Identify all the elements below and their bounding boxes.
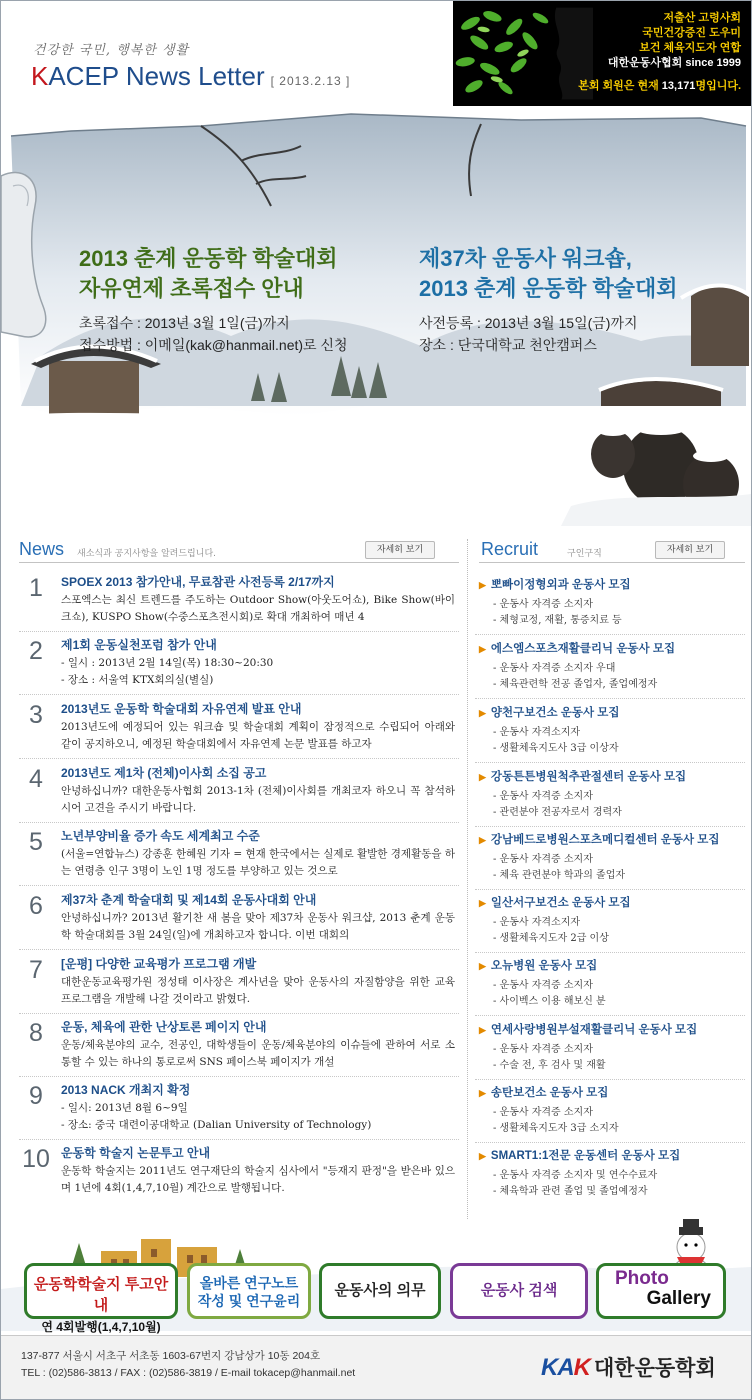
- recruit-requirement: - 체형교정, 재활, 통증치료 등: [493, 615, 622, 626]
- news-title[interactable]: 2013년도 운동학 학술대회 자유연제 발표 안내: [61, 702, 302, 716]
- newsletter-title: [31, 61, 350, 92]
- footer-contact: [21, 1348, 355, 1382]
- recruit-title-text: 송탄보건소 운동사 모집: [490, 1087, 609, 1099]
- recruit-heading: Recruit: [481, 539, 539, 559]
- news-heading: News: [19, 539, 65, 559]
- ethics-button-label-1: 올바른 연구노트: [199, 1275, 299, 1291]
- recruit-more-button[interactable]: 자세히 보기: [655, 541, 725, 559]
- society-logo[interactable]: [541, 1352, 716, 1382]
- logo-mark-b: K: [573, 1354, 591, 1381]
- news-item[interactable]: [19, 827, 459, 886]
- leaves-icon: [453, 1, 593, 106]
- news-summary: 운동/체육분야의 교수, 전공인, 대학생들이 운동/체육분야의 이슈들에 관하여 서로 소통할 수 있는 하나의 통로로써 SNS 페이스북 페이지가 개설: [61, 1039, 455, 1068]
- footer-phone-email: TEL : (02)586-3813 / FAX : (02)586-3819 / E-mail tokacep@hanmail.net: [21, 1367, 356, 1379]
- recruit-item[interactable]: [475, 704, 745, 763]
- news-summary: 스포엑스는 최신 트렌드를 주도하는 Outdoor Show(아웃도어쇼), Bike Show(바이크쇼), KUSPO Show(수중스포츠전시회)로 확대 개최하여 매년 4: [61, 594, 455, 623]
- recruit-title[interactable]: [479, 768, 686, 784]
- event1-details: [79, 312, 348, 356]
- duty-button[interactable]: [319, 1263, 441, 1319]
- recruit-title-text: 일산서구보건소 운동사 모집: [490, 897, 631, 909]
- recruit-requirement: - 운동사 자격증 소지자 우대: [493, 663, 616, 674]
- recruit-title-text: 연세사랑병원부설재활클리닉 운동사 모집: [490, 1024, 698, 1036]
- recruit-requirement: - 체육관련학 전공 졸업자, 졸업예정자: [493, 679, 658, 690]
- news-summary: - 일시: 2013년 8월 6~9일 - 장소: 중국 대련이공대학교 (Dalian University of Technology): [61, 1102, 372, 1131]
- slogan: 건강한 국민, 행복한 생활: [33, 43, 190, 58]
- recruit-requirement: - 운동사 자격증 소지자: [493, 791, 593, 802]
- arrow-right-icon: ▶: [479, 835, 486, 845]
- news-summary: 안녕하십니까? 2013년 활기찬 새 봄을 맞아 제37차 운동사 워크샵, 2013 춘계 운동학 학술대회를 3월 24일(일)에 개최하고자 합니다. 이번 대회의: [61, 912, 455, 941]
- news-item[interactable]: [19, 1018, 459, 1077]
- news-title[interactable]: 노년부양비율 증가 속도 세계최고 수준: [61, 829, 260, 843]
- kak-logo-icon: [541, 1354, 590, 1381]
- recruit-title-text: 강남베드로병원스포츠메디컬센터 운동사 모집: [490, 834, 720, 846]
- brand-rest: ACEP News Letter: [48, 61, 265, 91]
- news-summary: 운동학 학술지는 2011년도 연구재단의 학술지 심사에서 "등재지 판정"을 받은바 있으며 1년에 4회(1,4,7,10월) 계간으로 발행됩니다.: [61, 1165, 455, 1194]
- recruit-title[interactable]: [479, 1147, 680, 1163]
- arrow-right-icon: ▶: [479, 1088, 486, 1098]
- news-number: 5: [29, 828, 43, 856]
- arrow-right-icon: ▶: [479, 708, 486, 718]
- recruit-item[interactable]: [475, 768, 745, 827]
- panel-line-4: 대한운동사협회 since 1999: [607, 57, 741, 69]
- recruit-item[interactable]: [475, 894, 745, 953]
- news-number: 9: [29, 1082, 43, 1110]
- gallery-button-label-2: Gallery: [646, 1288, 711, 1309]
- news-summary: 안녕하십니까? 대한운동사협회 2013-1차 (전체)이사회를 개최코자 하오니 꼭 참석하시어 고견을 주시기 바랍니다.: [61, 785, 455, 814]
- recruit-requirement: - 운동사 자격증 소지자: [493, 854, 593, 865]
- recruit-title[interactable]: [479, 1021, 697, 1037]
- arrow-right-icon: ▶: [479, 772, 486, 782]
- recruit-requirement: - 운동사 자격증 소지자: [493, 1044, 593, 1055]
- winter-banner: [1, 106, 751, 526]
- member-count: [578, 79, 741, 94]
- news-summary: 2013년도에 예정되어 있는 워크숍 및 학술대회 계획이 잠정적으로 수립되어 아래와 같이 공지하오니, 예정된 학술대회에서 자유연제 논문 발표를 하고자: [61, 721, 455, 750]
- recruit-requirement: - 운동사 자격소지자: [493, 917, 581, 928]
- recruit-requirement: - 사이벡스 이용 해보신 분: [493, 996, 606, 1007]
- recruit-title-text: 오뉴병원 운동사 모집: [490, 960, 598, 972]
- recruit-title[interactable]: [479, 640, 675, 656]
- news-item[interactable]: [19, 700, 459, 759]
- exerciser-search-button[interactable]: [450, 1263, 588, 1319]
- photo-gallery-button[interactable]: [596, 1263, 726, 1319]
- recruit-subheading: 구인구직: [567, 549, 602, 559]
- event2-details: [419, 312, 678, 356]
- news-number: 10: [22, 1145, 50, 1173]
- association-info: [578, 11, 741, 94]
- recruit-requirement: - 생활체육지도자 3급 소지자: [493, 1123, 619, 1134]
- society-name: 대한운동학회: [594, 1357, 716, 1380]
- silhouette-panel: [453, 1, 751, 106]
- news-divider: [19, 562, 459, 563]
- news-item[interactable]: [19, 636, 459, 695]
- recruit-title[interactable]: [479, 831, 720, 847]
- recruit-title-text: 양천구보건소 운동사 모집: [490, 707, 620, 719]
- news-title[interactable]: [운평] 다양한 교육평가 프로그램 개발: [61, 957, 257, 971]
- event1-detail-1: 초록접수 : 2013년 3월 1일(금)까지: [79, 315, 290, 331]
- logo-mark-a: KA: [541, 1354, 574, 1381]
- news-summary: 대한운동교육평가원 정성태 이사장은 계사년을 맞아 운동사의 자질함양을 위한 교육 프로그램을 개발해 나갈 것이라고 밝혔다.: [61, 976, 455, 1005]
- recruit-requirement: - 운동사 자격증 소지자: [493, 599, 593, 610]
- recruit-requirement: - 체육 관련분야 학과의 졸업자: [493, 870, 626, 881]
- event-spring-conference[interactable]: [79, 244, 348, 356]
- event2-detail-1: 사전등록 : 2013년 3월 15일(금)까지: [419, 315, 638, 331]
- footer: [1, 1335, 751, 1400]
- arrow-right-icon: ▶: [479, 1025, 486, 1035]
- news-number: 7: [29, 956, 43, 984]
- news-number: 8: [29, 1019, 43, 1047]
- news-number: 1: [29, 574, 43, 602]
- arrow-right-icon: ▶: [479, 580, 486, 590]
- recruit-title[interactable]: [479, 704, 620, 720]
- panel-line-1: 저출산 고령사회: [663, 12, 741, 24]
- recruit-divider: [479, 562, 745, 563]
- recruit-item[interactable]: [475, 576, 745, 635]
- recruit-requirement: - 운동사 자격증 소지자: [493, 980, 593, 991]
- news-number: 6: [29, 892, 43, 920]
- footer-address: 137-877 서울시 서초구 서초동 1603-67번지 강남상가 10동 204호: [21, 1350, 321, 1362]
- news-summary: - 일시 : 2013년 2월 14일(목) 18:30~20:30 - 장소 : 서울역 KTX회의실(별실): [61, 657, 274, 686]
- news-number: 4: [29, 765, 43, 793]
- news-title[interactable]: 운동학 학술지 논문투고 안내: [61, 1146, 211, 1160]
- members-suffix: 명입니다.: [695, 80, 741, 92]
- news-item[interactable]: [19, 764, 459, 823]
- members-prefix: 본회 회원은 현재: [578, 80, 659, 92]
- brand-k: K: [31, 61, 49, 91]
- news-item[interactable]: [19, 573, 459, 632]
- recruit-item[interactable]: [475, 831, 745, 890]
- event1-detail-2: 접수방법 : 이메일(kak@hanmail.net)로 신청: [79, 337, 348, 353]
- event2-title-line2: 2013 춘계 운동학 학술대회: [419, 276, 678, 301]
- news-item[interactable]: [19, 1144, 459, 1202]
- news-item[interactable]: [19, 1081, 459, 1140]
- news-title[interactable]: 2013년도 제1차 (전체)이사회 소집 공고: [61, 766, 267, 780]
- news-subheading: 새소식과 공지사항을 알려드립니다.: [77, 549, 216, 559]
- duty-button-label: 운동사의 의무: [334, 1282, 426, 1299]
- event2-detail-2: 장소 : 단국대학교 천안캠퍼스: [419, 337, 597, 353]
- journal-button-sublabel: 연 4회발행(1,4,7,10월): [41, 1320, 161, 1334]
- recruit-requirement: - 생활체육지도사 3급 이상자: [493, 743, 619, 754]
- news-title[interactable]: 2013 NACK 개최지 확정: [61, 1083, 191, 1097]
- arrow-right-icon: ▶: [479, 1151, 486, 1161]
- research-ethics-button[interactable]: [187, 1263, 311, 1319]
- news-item[interactable]: [19, 891, 459, 950]
- recruit-requirement: - 체육학과 관련 졸업 및 졸업예정자: [493, 1186, 648, 1197]
- header: [1, 1, 751, 106]
- gallery-button-label-1: Photo: [615, 1268, 669, 1289]
- news-title[interactable]: 제1회 운동실천포럼 참가 안내: [61, 638, 217, 652]
- news-title[interactable]: 운동, 체육에 관한 난상토론 페이지 안내: [61, 1020, 267, 1034]
- recruit-title[interactable]: [479, 576, 631, 592]
- journal-button-label: 운동학학술지 투고안내: [33, 1276, 169, 1314]
- recruit-item[interactable]: [475, 640, 745, 699]
- arrow-right-icon: ▶: [479, 898, 486, 908]
- recruit-title-text: 강동튼튼병원척추관절센터 운동사 모집: [490, 771, 687, 783]
- news-number: 3: [29, 701, 43, 729]
- search-button-label: 운동사 검색: [480, 1282, 558, 1299]
- news-number: 2: [29, 637, 43, 665]
- journal-submission-button[interactable]: [24, 1263, 178, 1334]
- recruit-title[interactable]: [479, 1084, 608, 1100]
- arrow-right-icon: ▶: [479, 644, 486, 654]
- recruit-item[interactable]: [475, 1147, 745, 1205]
- recruit-title-text: SMART1:1전문 운동센터 운동사 모집: [490, 1150, 681, 1162]
- recruit-title-text: 뽀빠이정형외과 운동사 모집: [490, 579, 631, 591]
- recruit-requirement: - 운동사 자격소지자: [493, 727, 581, 738]
- event1-title-line2: 자유연제 초록접수 안내: [79, 276, 304, 301]
- event1-title-line1: 2013 춘계 운동학 학술대회: [79, 246, 338, 271]
- event-workshop[interactable]: [419, 244, 678, 356]
- news-more-button[interactable]: 자세히 보기: [365, 541, 435, 559]
- recruit-requirement: - 수술 전, 후 검사 및 재활: [493, 1060, 606, 1071]
- news-title[interactable]: SPOEX 2013 참가안내, 무료참관 사전등록 2/17까지: [61, 575, 335, 589]
- recruit-requirement: - 운동사 자격증 소지자 및 연수수료자: [493, 1170, 658, 1181]
- news-title[interactable]: 제37차 춘계 학술대회 및 제14회 운동사대회 안내: [61, 893, 317, 907]
- news-summary: (서울=연합뉴스) 강종훈 한혜원 기자 = 현재 한국에서는 실제로 활발한 경제활동을 하는 연령층 인구 3명이 노인 1명 정도를 부양하고 있는 것으로: [61, 848, 455, 877]
- ethics-button-label-2: 작성 및 연구윤리: [197, 1293, 301, 1309]
- members-number: 13,171: [661, 80, 696, 92]
- recruit-requirement: - 생활체육지도자 2급 이상: [493, 933, 609, 944]
- event2-title-line1: 제37차 운동사 워크숍,: [419, 246, 632, 271]
- panel-line-2: 국민건강증진 도우미: [642, 27, 741, 39]
- news-item[interactable]: [19, 955, 459, 1014]
- column-divider: [467, 539, 469, 1219]
- issue-date: [ 2013.2.13 ]: [270, 74, 351, 88]
- panel-line-3: 보건 체육지도자 연합: [639, 42, 741, 54]
- recruit-title[interactable]: [479, 957, 597, 973]
- recruit-requirement: - 관련분야 전공자로서 경력자: [493, 807, 622, 818]
- recruit-title[interactable]: [479, 894, 631, 910]
- recruit-item[interactable]: [475, 1021, 745, 1080]
- recruit-item[interactable]: [475, 957, 745, 1016]
- recruit-requirement: - 운동사 자격증 소지자: [493, 1107, 593, 1118]
- recruit-title-text: 에스엠스포츠재활클리닉 운동사 모집: [490, 643, 676, 655]
- recruit-item[interactable]: [475, 1084, 745, 1143]
- arrow-right-icon: ▶: [479, 961, 486, 971]
